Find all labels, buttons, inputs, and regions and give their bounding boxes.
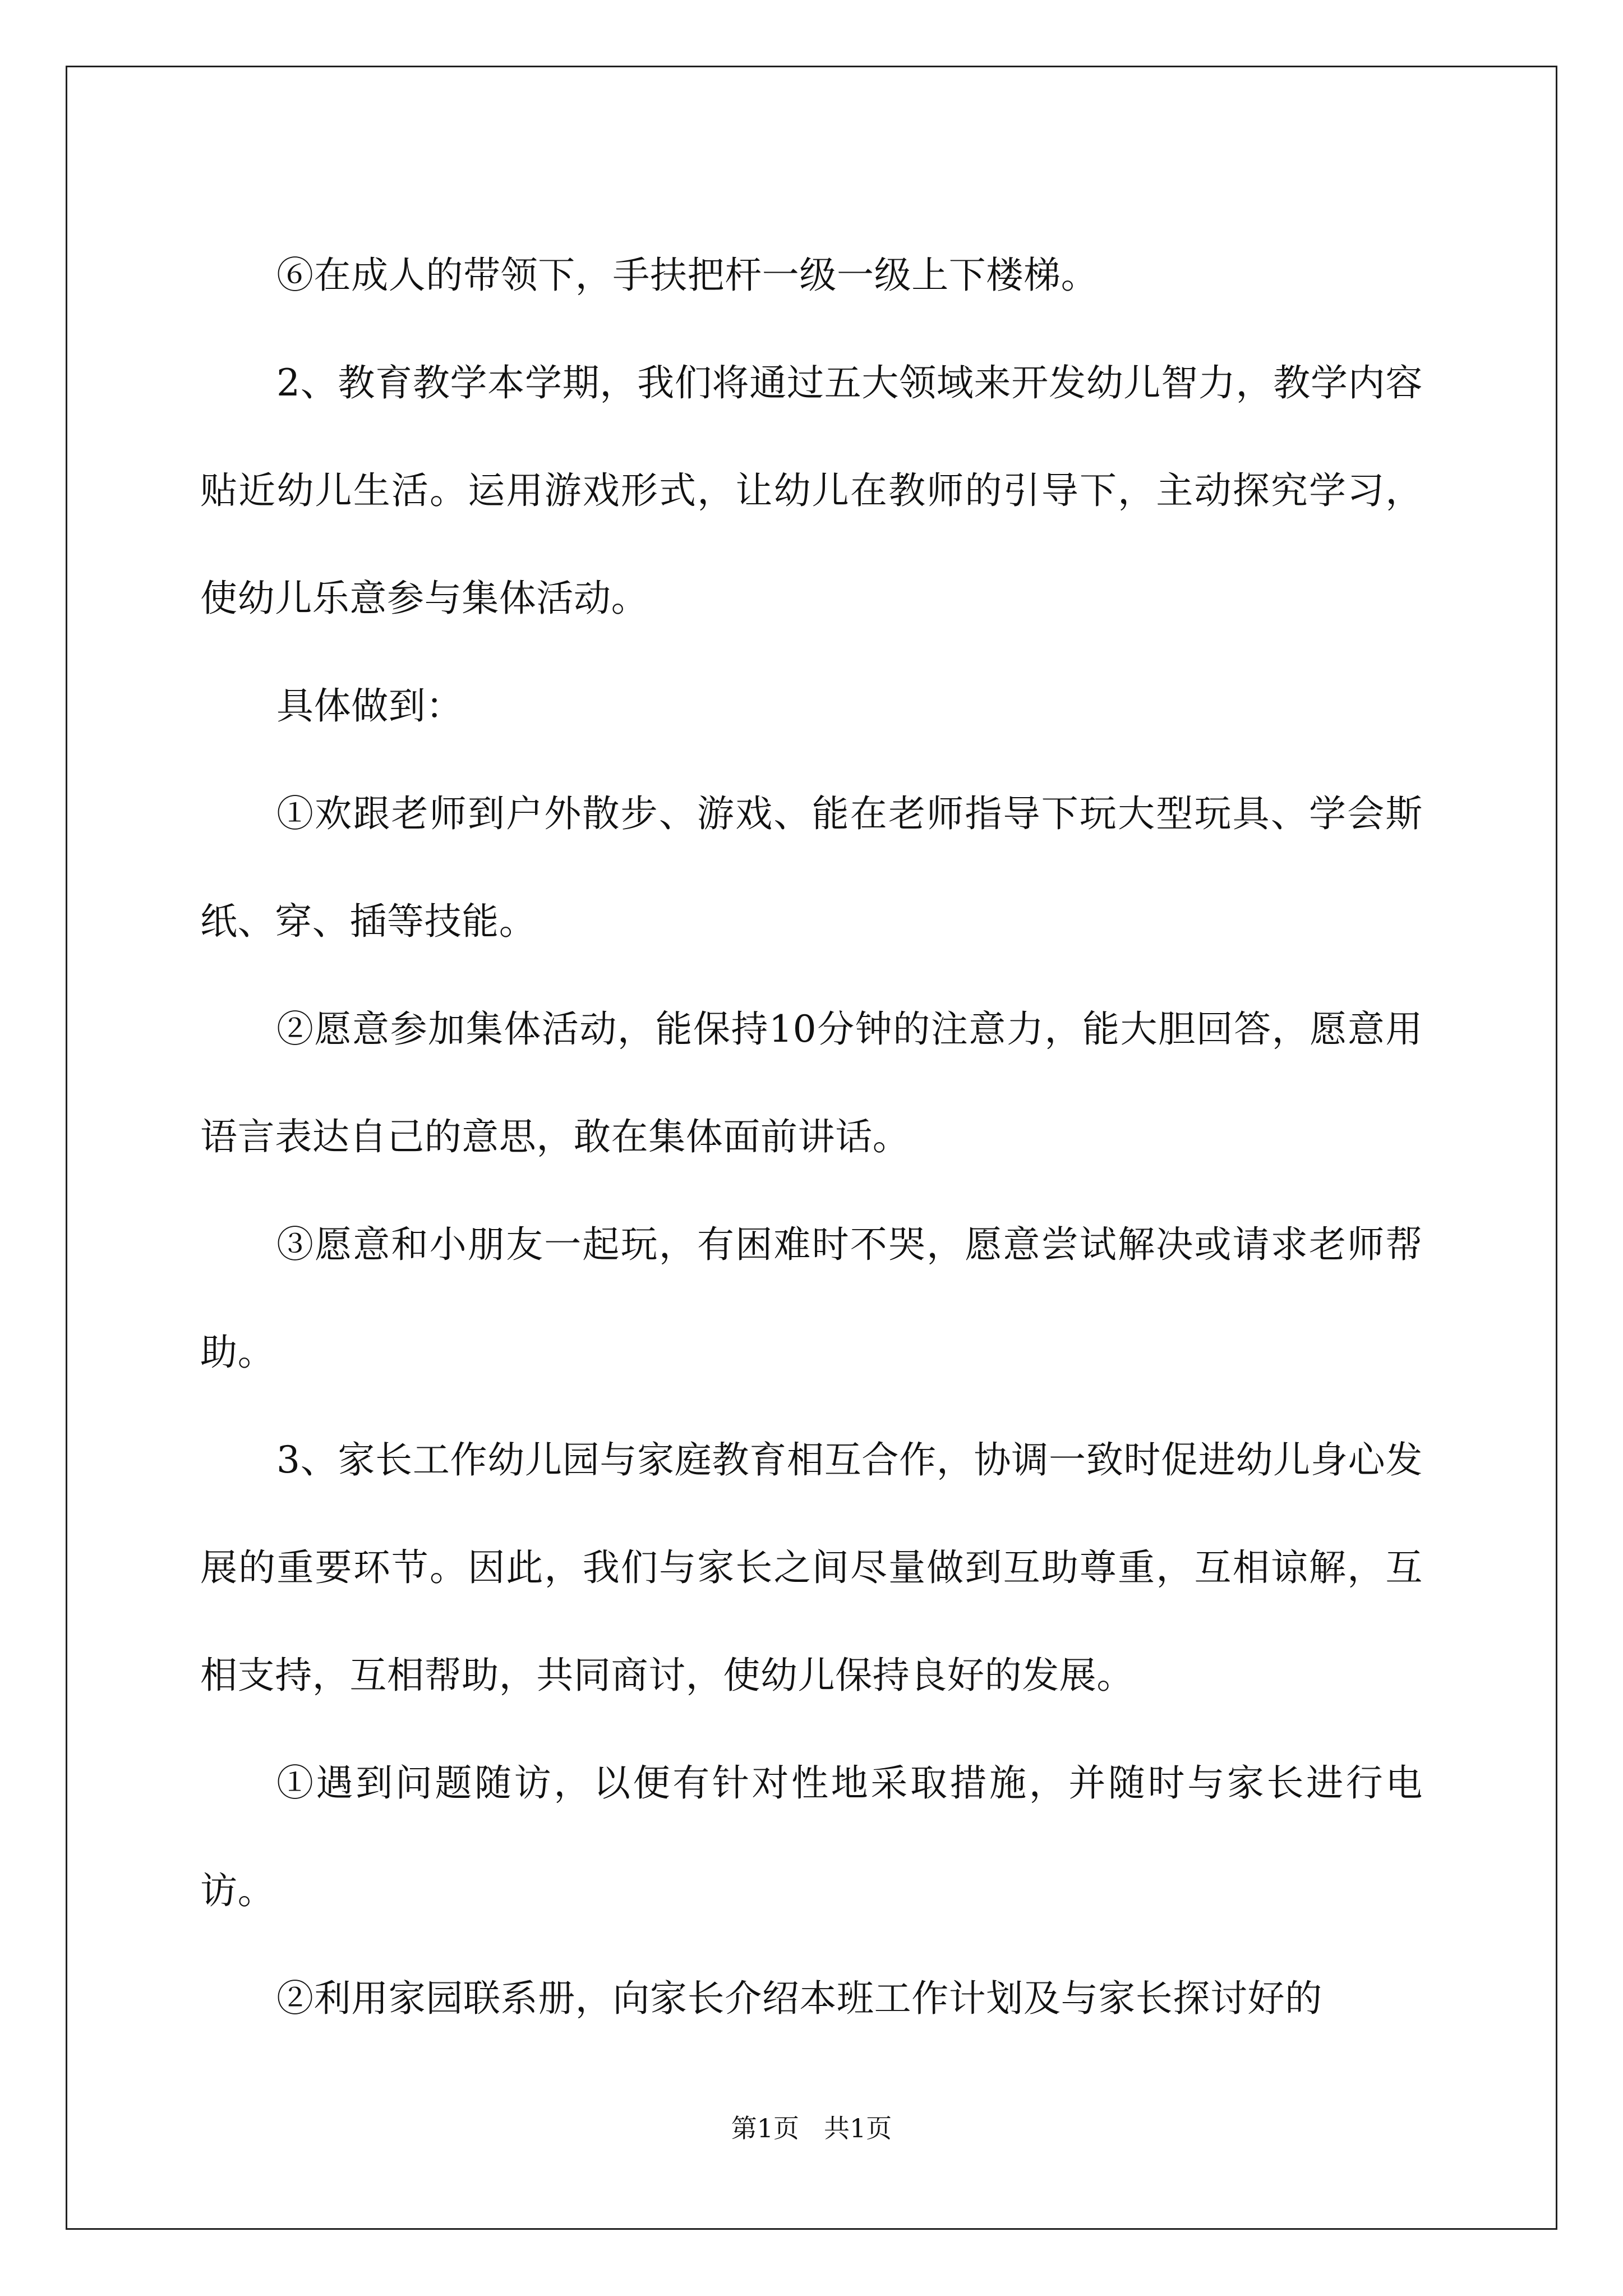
paragraph-8: ①遇到问题随访，以便有针对性地采取措施，并随时与家长进行电访。: [200, 1761, 1423, 1912]
page-number: 第1页: [731, 2113, 800, 2143]
paragraph-5: ②愿意参加集体活动，能保持10分钟的注意力，能大胆回答，愿意用语言表达自己的意思，敢在集体面前讲话。: [200, 1007, 1423, 1158]
page-total: 共1页: [823, 2113, 892, 2143]
paragraph-7: 3、家长工作幼儿园与家庭教育相互合作，协调一致时促进幼儿身心发展的重要环节。因此，我们与家长之间尽量做到互助尊重，互相谅解，互相支持，互相帮助，共同商讨，使幼儿保持良好的发展。: [200, 1438, 1423, 1697]
paragraph-3: 具体做到：: [276, 684, 463, 728]
paragraph-6: ③愿意和小朋友一起玩，有困难时不哭，愿意尝试解决或请求老师帮助。: [200, 1223, 1423, 1374]
paragraph-9: ②利用家园联系册，向家长介绍本班工作计划及与家长探讨好的: [276, 1977, 1322, 2020]
paragraph-4: ①欢跟老师到户外散步、游戏、能在老师指导下玩大型玩具、学会斯纸、穿、插等技能。: [200, 792, 1423, 943]
paragraph-2: 2、教育教学本学期，我们将通过五大领域来开发幼儿智力，教学内容贴近幼儿生活。运用游戏形式，让幼儿在教师的引导下，主动探究学习，使幼儿乐意参与集体活动。: [200, 361, 1423, 620]
document-body: [200, 222, 1423, 2053]
page-footer: [0, 2108, 1623, 2145]
paragraph-1: ⑥在成人的带领下，手扶把杆一级一级上下楼梯。: [276, 254, 1099, 297]
